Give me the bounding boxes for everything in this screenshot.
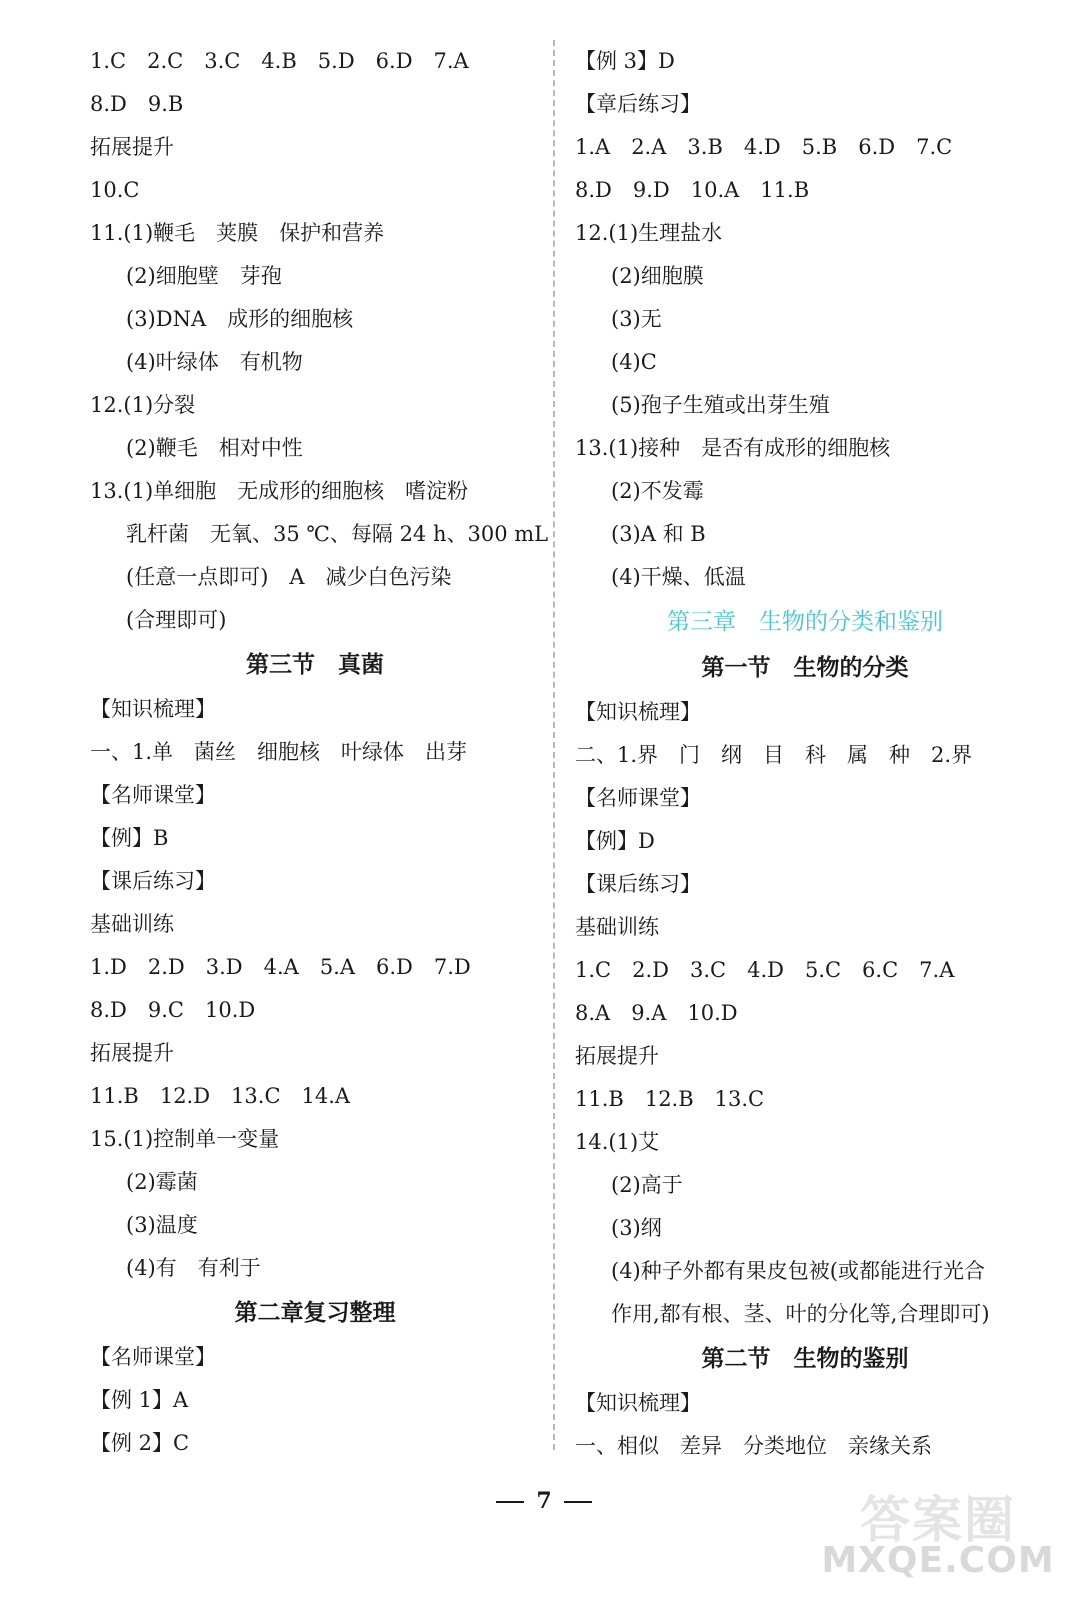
answer-line: 8.D 9.C 10.D (90, 998, 256, 1022)
answer-line: 二、1.界 门 纲 目 科 属 种 2.界 (575, 743, 973, 767)
answer-line: 【课后练习】 (575, 872, 701, 896)
watermark-logo (818, 1480, 1058, 1590)
answer-line: (4)种子外都有果皮包被(或都能进行光合 (611, 1259, 985, 1283)
answer-line: (2)细胞膜 (611, 264, 704, 288)
answer-line: 12.(1)生理盐水 (575, 221, 723, 245)
answer-line: 1.D 2.D 3.D 4.A 5.A 6.D 7.D (90, 955, 471, 979)
answer-line: 一、1.单 菌丝 细胞核 叶绿体 出芽 (90, 740, 468, 764)
answer-line: 基础训练 (90, 912, 174, 936)
answer-line: 拓展提升 (90, 1041, 174, 1065)
answer-line: 【知识梳理】 (90, 697, 216, 721)
answer-line: (合理即可) (126, 608, 227, 632)
answer-line: (5)孢子生殖或出芽生殖 (611, 393, 830, 417)
answer-line: (任意一点即可) A 减少白色污染 (126, 565, 452, 589)
answer-line: 【章后练习】 (575, 92, 701, 116)
answer-line: (4)干燥、低温 (611, 565, 746, 589)
answer-line: (4)C (611, 350, 657, 374)
chapter-title: 第三章 生物的分类和鉴别 (667, 609, 943, 635)
answer-line: (3)纲 (611, 1216, 662, 1240)
right-column (575, 40, 1035, 1468)
answer-line: (3)A 和 B (611, 522, 706, 546)
answer-line: 1.C 2.C 3.C 4.B 5.D 6.D 7.A (90, 49, 469, 73)
answer-line: 11.B 12.B 13.C (575, 1087, 765, 1111)
answer-line: (2)不发霉 (611, 479, 704, 503)
answer-line: 乳杆菌 无氧、35 ℃、每隔 24 h、300 mL (126, 522, 549, 546)
answer-line: 13.(1)单细胞 无成形的细胞核 嗜淀粉 (90, 479, 469, 503)
answer-line: 15.(1)控制单一变量 (90, 1127, 280, 1151)
answer-line: (4)叶绿体 有机物 (126, 350, 303, 374)
page-number-dash-right (564, 1501, 592, 1503)
watermark-top-text: 答案圈 (860, 1491, 1016, 1549)
section-heading: 第二章复习整理 (234, 1300, 396, 1326)
answer-line: 8.A 9.A 10.D (575, 1001, 738, 1025)
section-heading: 第二节 生物的鉴别 (701, 1346, 909, 1372)
answer-line: 【例 1】A (90, 1388, 189, 1412)
watermark-bottom-text: MXQE.COM (821, 1540, 1055, 1581)
answer-line: 一、相似 差异 分类地位 亲缘关系 (575, 1434, 932, 1458)
answer-line: 基础训练 (575, 915, 659, 939)
answer-line: 1.C 2.D 3.C 4.D 5.C 6.C 7.A (575, 958, 955, 982)
answer-line: 作用,都有根、茎、叶的分化等,合理即可) (611, 1302, 990, 1326)
answer-line: (2)霉菌 (126, 1170, 198, 1194)
answer-line: 【例】B (90, 826, 169, 850)
answer-line: 10.C (90, 178, 140, 202)
answer-line: 12.(1)分裂 (90, 393, 196, 417)
answer-line: 【例 2】C (90, 1431, 190, 1455)
page-number-dash-left (496, 1501, 524, 1503)
answer-line: 13.(1)接种 是否有成形的细胞核 (575, 436, 891, 460)
answer-line: 【名师课堂】 (90, 783, 216, 807)
answer-line: 【知识梳理】 (575, 1391, 701, 1415)
answer-line: 【课后练习】 (90, 869, 216, 893)
page-number-value: 7 (536, 1488, 552, 1514)
answer-line: 11.B 12.D 13.C 14.A (90, 1084, 351, 1108)
answer-line: 【名师课堂】 (575, 786, 701, 810)
answer-line: 【例】D (575, 829, 655, 853)
answer-line: (3)无 (611, 307, 662, 331)
left-column (90, 40, 549, 1465)
section-heading: 第一节 生物的分类 (701, 655, 909, 681)
column-divider (553, 40, 555, 1450)
answer-line: 8.D 9.B (90, 92, 184, 116)
answer-line: 拓展提升 (575, 1044, 659, 1068)
answer-line: (3)DNA 成形的细胞核 (126, 307, 354, 331)
answer-line: (3)温度 (126, 1213, 198, 1237)
answer-line: 【名师课堂】 (90, 1345, 216, 1369)
answer-line: (4)有 有利于 (126, 1256, 261, 1280)
answer-line: 11.(1)鞭毛 荚膜 保护和营养 (90, 221, 385, 245)
answer-line: (2)高于 (611, 1173, 683, 1197)
answer-line: 8.D 9.D 10.A 11.B (575, 178, 810, 202)
answer-line: 1.A 2.A 3.B 4.D 5.B 6.D 7.C (575, 135, 953, 159)
answer-line: 【知识梳理】 (575, 700, 701, 724)
section-heading: 第三节 真菌 (246, 652, 384, 678)
answer-line: 拓展提升 (90, 135, 174, 159)
answer-line: (2)鞭毛 相对中性 (126, 436, 303, 460)
answer-line: 14.(1)艾 (575, 1130, 660, 1154)
answer-line: (2)细胞壁 芽孢 (126, 264, 282, 288)
answer-line: 【例 3】D (575, 49, 675, 73)
